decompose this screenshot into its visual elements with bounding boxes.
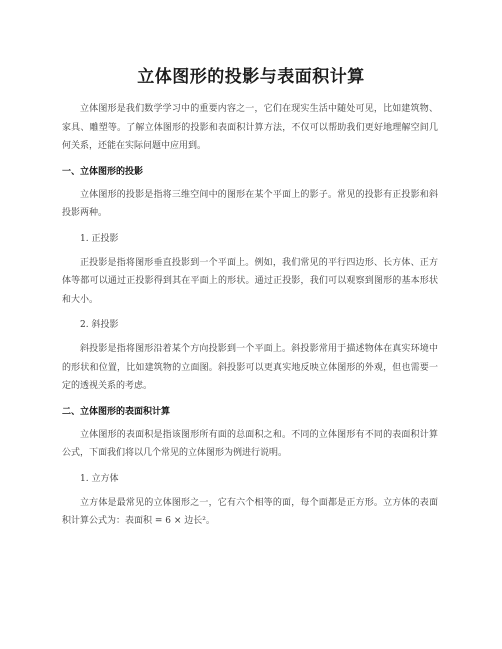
orthographic-paragraph: 正投影是指将图形垂直投影到一个平面上。例如，我们常见的平行四边形、长方体、正方体等都可以通过正投影得到其在平面上的形状。通过正投影，我们可以观察到图形的基本形状和大小。 — [62, 257, 438, 305]
subheading-orthographic: 1. 正投影 — [80, 233, 119, 244]
cube-paragraph: 立方体是最常见的立体图形之一，它有六个相等的面，每个面都是正方形。立方体的表面积计算公式为：表面积 = 6 × 边长²。 — [62, 497, 438, 526]
section-heading-projection: 一、立体图形的投影 — [62, 166, 144, 177]
projection-paragraph: 立体图形的投影是指将三维空间中的图形在某个平面上的影子。常见的投影有正投影和斜投影两种。 — [62, 189, 438, 218]
page-title: 立体图形的投影与表面积计算 — [137, 67, 365, 87]
subheading-cube: 1. 立方体 — [80, 473, 119, 484]
subheading-oblique: 2. 斜投影 — [80, 320, 119, 330]
document-body — [62, 100, 438, 538]
oblique-paragraph: 斜投影是指将图形沿着某个方向投影到一个平面上。斜投影常用于描述物体在真实环境中的形状和位置，比如建筑物的立面图。斜投影可以更真实地反映立体图形的外观，但也需要一定的透视关系的考虑。 — [62, 344, 438, 391]
surface-area-paragraph: 立体图形的表面积是指该图形所有面的总面积之和。不同的立体图形有不同的表面积计算公式，下面我们将以几个常见的立体图形为例进行说明。 — [62, 429, 438, 458]
intro-paragraph: 立体图形是我们数学学习中的重要内容之一，它们在现实生活中随处可见，比如建筑物、家具、雕塑等。了解立体图形的投影和表面积计算方法，不仅可以帮助我们更好地理解空间几何关系，还能在实际问题中应用到。 — [62, 104, 438, 151]
section-heading-surface-area: 二、立体图形的表面积计算 — [62, 406, 171, 417]
